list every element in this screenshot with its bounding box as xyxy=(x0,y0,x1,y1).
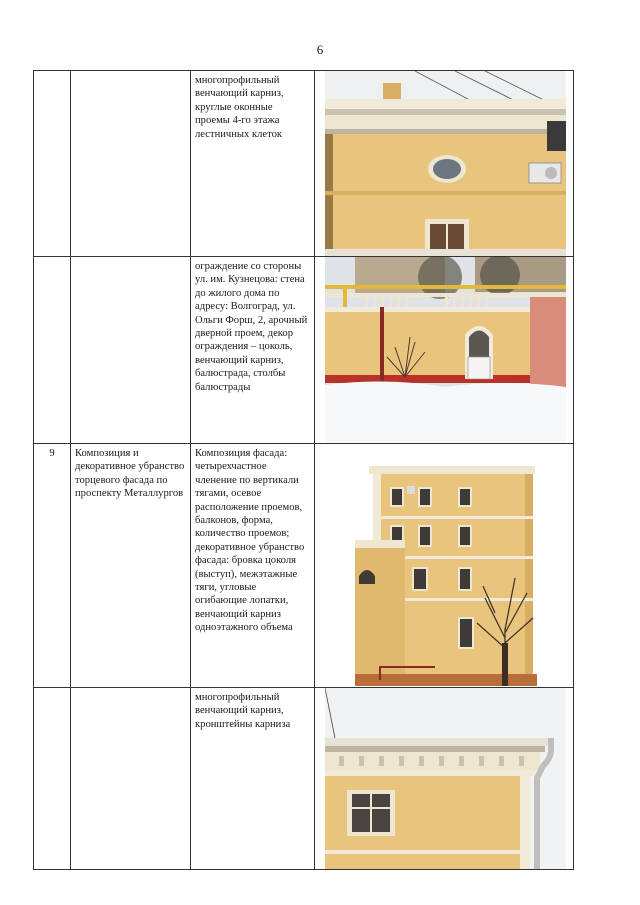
element-name-cell xyxy=(71,688,191,870)
element-description-cell: многопрофильный венчающий карниз, кронштейны карниза xyxy=(191,688,315,870)
end-facade-photo xyxy=(355,458,537,686)
cornice-brackets-photo xyxy=(325,688,566,870)
photo-cell xyxy=(315,71,574,257)
table-row xyxy=(34,71,574,257)
table-row xyxy=(34,444,574,688)
row-number-cell xyxy=(34,688,71,870)
photo-cell xyxy=(315,444,574,688)
row-number-cell: 9 xyxy=(34,444,71,688)
element-name-cell xyxy=(71,71,191,257)
building-top-round-window-photo xyxy=(325,71,566,257)
row-number-cell xyxy=(34,257,71,444)
element-description-cell: многопрофильный венчающий карниз, круглые оконные проемы 4-го этажа лестничных клеток xyxy=(191,71,315,257)
element-name-cell xyxy=(71,257,191,444)
fence-arch-snow-photo xyxy=(325,257,566,444)
heritage-elements-table xyxy=(33,70,574,870)
element-name-cell: Композиция и декоративное убранство торцевого фасада по проспекту Металлургов xyxy=(71,444,191,688)
table-row xyxy=(34,257,574,444)
table-row xyxy=(34,688,574,870)
photo-cell xyxy=(315,688,574,870)
element-description-cell: Композиция фасада: четырехчастное членение по вертикали тягами, осевое расположение проемов, балконов, форма, количество проемов; декоративное убранство фасада: бровка цоколя (выступ), межэтажные тяги, угловые огибающие лопатки, венчающий карниз одноэтажного объема xyxy=(191,444,315,688)
photo-cell xyxy=(315,257,574,444)
page-number: 6 xyxy=(316,42,324,57)
row-number-cell xyxy=(34,71,71,257)
element-description-cell: ограждение со стороны ул. им. Кузнецова: стена до жилого дома по адресу: Волгоград, ул. Ольги Форш, 2, арочный дверной проем, декор ограждения – цоколь, венчающий карниз, балюстрада, столбы балюстрады xyxy=(191,257,315,444)
